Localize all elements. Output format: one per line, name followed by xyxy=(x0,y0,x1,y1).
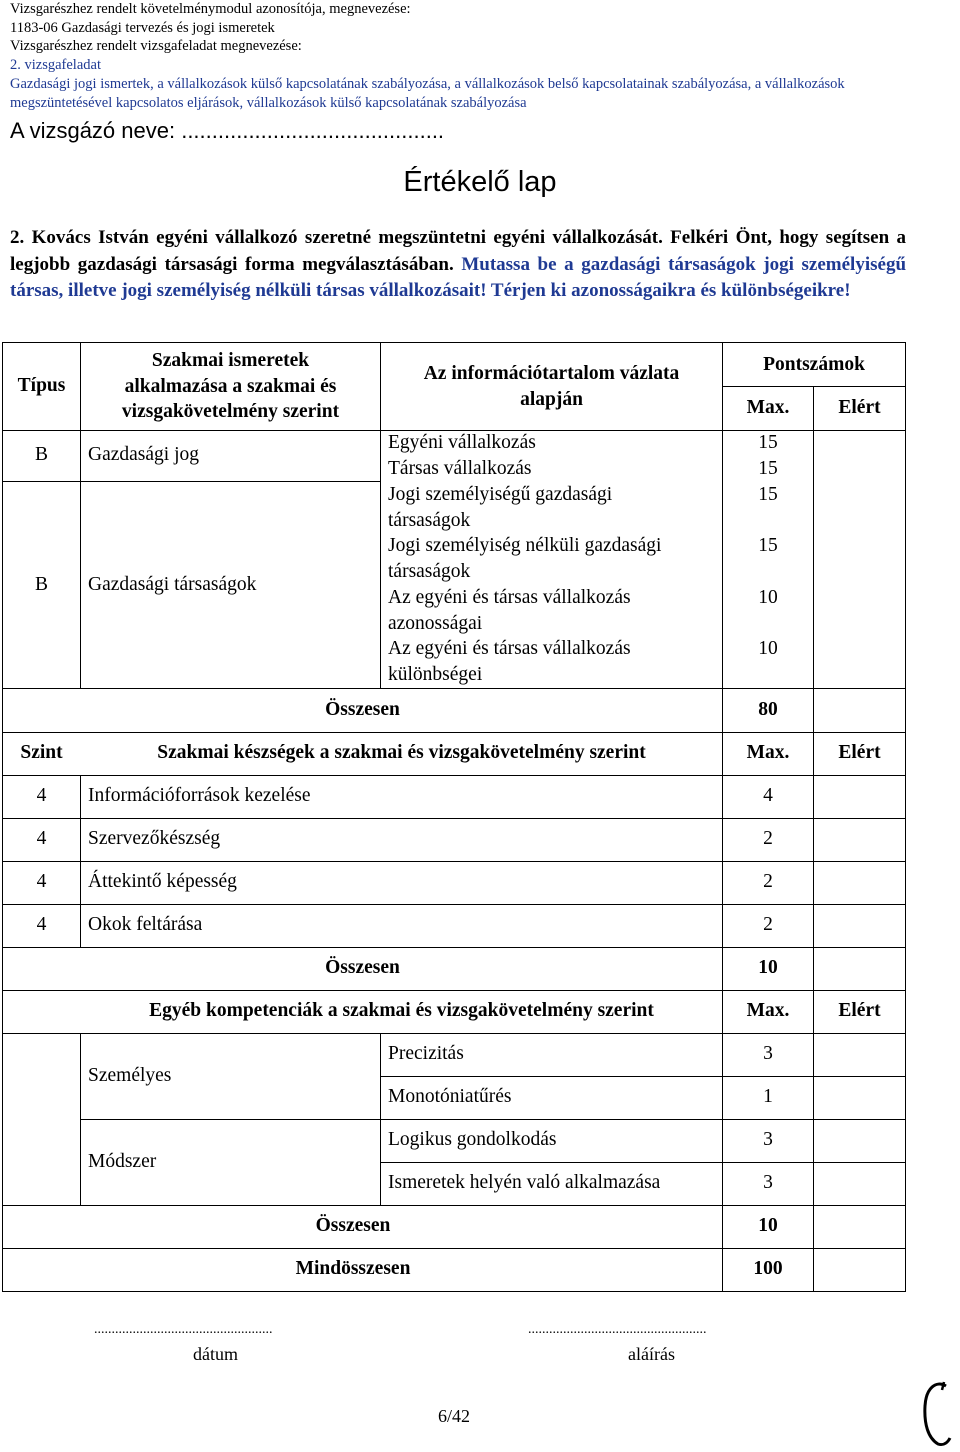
points-max: 15 xyxy=(758,432,778,453)
table-line xyxy=(80,1119,906,1120)
signature-dots: ................................................... xyxy=(528,1322,707,1337)
info-item-text: Jogi személyiségű gazdasági xyxy=(388,484,613,505)
table-line xyxy=(2,947,906,948)
skill-max: 2 xyxy=(763,914,773,935)
skill-name: Áttekintő képesség xyxy=(88,871,237,892)
table-line xyxy=(380,1033,381,1205)
header-line: 2. vizsgafeladat xyxy=(10,57,101,74)
info-item-text: Társas vállalkozás xyxy=(388,458,532,479)
column-header-level: Szint xyxy=(20,742,63,763)
column-header-max: Max. xyxy=(746,742,790,763)
table-line xyxy=(2,1291,906,1292)
table-line xyxy=(2,775,906,776)
total-value: 10 xyxy=(758,957,778,978)
table-line xyxy=(722,732,723,990)
info-item-text: társaságok xyxy=(388,509,471,531)
signature-label: aláírás xyxy=(628,1344,675,1364)
table-line xyxy=(2,818,906,819)
info-item-text: Jogi személyiség nélküli gazdasági xyxy=(388,535,662,556)
competency-group: Személyes xyxy=(88,1065,172,1086)
table-line xyxy=(2,904,906,905)
date-label: dátum xyxy=(193,1344,238,1364)
header-line: alapján xyxy=(520,388,583,410)
total-label: Összesen xyxy=(325,957,400,978)
table-line xyxy=(2,732,3,990)
skill-max: 2 xyxy=(763,871,773,892)
info-item-text: társaságok xyxy=(388,560,471,582)
header-line: megszüntetésével kapcsolatos eljárások, vállalkozások külső kapcsolatának szabályozása xyxy=(10,94,527,111)
table-line xyxy=(80,775,81,947)
header-line: vizsgakövetelmény szerint xyxy=(121,401,340,422)
table-line xyxy=(813,732,814,990)
info-item xyxy=(388,482,612,533)
table-line xyxy=(380,1162,906,1163)
column-header-competencies: Egyéb kompetenciák a szakmai és vizsgakövetelmény szerint xyxy=(149,1000,654,1021)
competency-name: Monotóniatűrés xyxy=(388,1086,512,1107)
competency-group: Módszer xyxy=(88,1151,157,1172)
column-header-achieved: Elért xyxy=(838,742,881,763)
examinee-name-label: A vizsgázó neve: ........................................... xyxy=(10,118,445,143)
header-line: 1183-06 Gazdasági tervezés és jogi ismeretek xyxy=(10,19,275,36)
info-item xyxy=(388,456,531,482)
info-item xyxy=(388,533,661,584)
table-line xyxy=(2,688,906,689)
competency-name: Logikus gondolkodás xyxy=(388,1129,557,1150)
competency-max: 3 xyxy=(763,1043,773,1064)
skill-name: Információforrások kezelése xyxy=(88,785,311,806)
points-max: 15 xyxy=(758,458,778,479)
points-max: 10 xyxy=(758,638,778,659)
table-line xyxy=(2,342,906,343)
skill-max: 2 xyxy=(763,828,773,849)
total-label: Összesen xyxy=(315,1215,391,1236)
table-line xyxy=(2,1033,906,1034)
header-line: Vizsgarészhez rendelt vizsgafeladat megnevezése: xyxy=(10,38,302,55)
info-item xyxy=(388,636,631,687)
table-line xyxy=(2,861,906,862)
competency-max: 3 xyxy=(763,1172,773,1193)
table-line xyxy=(2,1205,906,1206)
column-header-max: Max. xyxy=(746,397,790,418)
task-intro: 2. Kovács István egyéni vállalkozó szeretné megszüntetni egyéni vállalkozását. Felkéri Önt, hogy segítsen a legjobb gazdasági társasági forma megválasztásában. xyxy=(10,227,906,275)
group-name: Gazdasági jog xyxy=(88,444,200,465)
skill-level: 4 xyxy=(36,871,47,892)
table-line xyxy=(2,990,3,1291)
skill-level: 4 xyxy=(36,828,47,849)
table-line xyxy=(905,732,906,990)
table-line xyxy=(2,732,906,733)
info-item-text: azonosságai xyxy=(388,612,483,634)
competency-max: 3 xyxy=(763,1129,773,1150)
handwritten-mark xyxy=(920,1378,954,1448)
header-line: alkalmazása a szakmai és xyxy=(124,375,337,397)
info-item xyxy=(388,585,631,636)
table-line xyxy=(80,1033,81,1205)
table-line xyxy=(2,990,906,991)
info-item-text: Egyéni vállalkozás xyxy=(388,432,536,453)
grand-total-value: 100 xyxy=(753,1258,783,1279)
total-value: 10 xyxy=(758,1215,778,1236)
skill-name: Okok feltárása xyxy=(88,914,203,935)
points-max: 15 xyxy=(758,484,778,505)
table-line xyxy=(2,342,3,732)
header-line: Az információtartalom vázlata xyxy=(423,363,680,384)
points-max: 10 xyxy=(758,587,778,608)
info-item-text: különbségei xyxy=(388,663,483,685)
total-label: Összesen xyxy=(325,699,400,720)
task-description xyxy=(10,225,906,305)
points-max: 15 xyxy=(758,535,778,556)
column-header-knowledge xyxy=(81,348,380,425)
grand-total-label: Mindösszesen xyxy=(295,1258,411,1279)
column-header-achieved: Elért xyxy=(838,397,881,418)
page-number: 6/42 xyxy=(438,1406,471,1426)
skill-level: 4 xyxy=(36,914,47,935)
header-line: Szakmai ismeretek xyxy=(151,350,310,371)
skill-max: 4 xyxy=(763,785,773,806)
column-header-info xyxy=(381,361,722,412)
group-type: B xyxy=(34,574,48,595)
page-title: Értékelő lap xyxy=(403,166,557,198)
skill-level: 4 xyxy=(36,785,47,806)
info-item-text: Az egyéni és társas vállalkozás xyxy=(388,638,631,659)
table-line xyxy=(905,990,906,1291)
table-line xyxy=(380,1076,906,1077)
column-header-skills: Szakmai készségek a szakmai és vizsgakövetelmény szerint xyxy=(157,742,646,763)
header-line: Vizsgarészhez rendelt követelménymodul azonosítója, megnevezése: xyxy=(10,1,411,17)
date-dots: ................................................... xyxy=(94,1322,273,1337)
group-type: B xyxy=(34,444,48,465)
table-line xyxy=(722,386,906,387)
info-item-text: Az egyéni és társas vállalkozás xyxy=(388,587,631,608)
table-line xyxy=(905,342,906,732)
column-header-max: Max. xyxy=(746,1000,790,1021)
column-header-points: Pontszámok xyxy=(763,354,865,375)
header-line: Gazdasági jogi ismertek, a vállalkozások külső kapcsolatának szabályozása, a vállalkozások belső kapcsolatainak szabályozása, a vállalkozások xyxy=(10,75,845,92)
competency-name: Ismeretek helyén való alkalmazása xyxy=(388,1172,661,1193)
column-header-type: Típus xyxy=(17,375,66,396)
skill-name: Szervezőkészség xyxy=(88,828,221,849)
group-name: Gazdasági társaságok xyxy=(88,574,257,595)
total-value: 80 xyxy=(758,699,778,720)
table-line xyxy=(813,386,814,732)
info-item xyxy=(388,430,536,456)
task-instruction: Mutassa be a gazdasági társaságok jogi személyiségű társas, illetve jogi személyiség nélküli társas vállalkozásait! Térjen ki azonosságaikra és különbségeikre! xyxy=(10,253,907,301)
document-header xyxy=(10,0,845,112)
table-line xyxy=(2,1248,906,1249)
competency-max: 1 xyxy=(763,1086,773,1107)
column-header-achieved: Elért xyxy=(838,1000,881,1021)
table-line xyxy=(813,990,814,1291)
competency-name: Precizitás xyxy=(388,1043,464,1064)
table-line xyxy=(2,481,380,482)
